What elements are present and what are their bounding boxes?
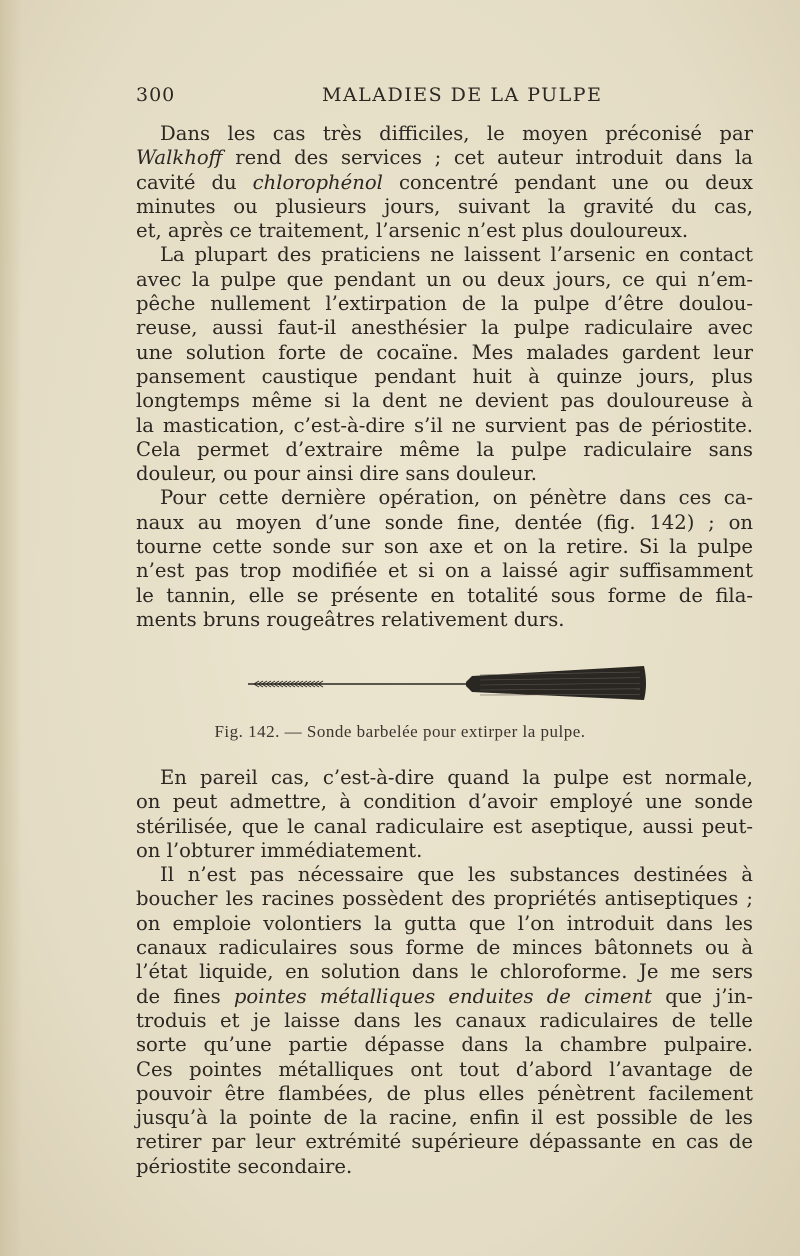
text-line: longtemps même si la dent ne devient pas douloureuse à <box>136 389 753 413</box>
text-line: stérilisée, que le canal radiculaire est aseptique, aussi peut- <box>136 814 753 838</box>
text-line: Walkhoff rend des services ; cet auteur introduit dans la <box>136 146 753 170</box>
text-line: naux au moyen d’une sonde fine, dentée (fig. 142) ; on <box>136 510 753 534</box>
text-block-lower <box>136 766 753 1179</box>
text-line: périostite secondaire. <box>136 1154 353 1178</box>
text-line: tourne cette sonde sur son axe et on la retire. Si la pulpe <box>136 535 753 559</box>
barbed-probe-illustration <box>240 656 650 706</box>
text-line: de fines pointes métalliques enduites de ciment que j’in- <box>136 984 753 1008</box>
text-line: sorte qu’une partie dépasse dans la chambre pulpaire. <box>136 1033 753 1057</box>
text-line: Pour cette dernière opération, on pénètre dans ces ca- <box>160 486 753 510</box>
text-line: on peut admettre, à condition d’avoir employé une sonde <box>136 790 753 814</box>
text-line: et, après ce traitement, l’arsenic n’est plus douloureux. <box>136 219 689 243</box>
text-line: le tannin, elle se présente en totalité sous forme de fila- <box>136 583 753 607</box>
text-line: l’état liquide, en solution dans le chloroforme. Je me sers <box>136 960 753 984</box>
figure-142 <box>240 656 650 706</box>
text-line: boucher les racines possèdent des propriétés antiseptiques ; <box>136 887 753 911</box>
text-line: Dans les cas très difficiles, le moyen préconisé par <box>160 122 753 145</box>
text-line: pouvoir être flambées, de plus elles pénètrent facilement <box>136 1081 753 1105</box>
text-line: une solution forte de cocaïne. Mes malades gardent leur <box>136 340 753 364</box>
page-number: 300 <box>136 84 176 106</box>
text-line: minutes ou plusieurs jours, suivant la gravité du cas, <box>136 194 753 218</box>
text-line: La plupart des praticiens ne laissent l’arsenic en contact <box>160 243 753 267</box>
text-line: la mastication, c’est-à-dire s’il ne survient pas de périostite. <box>136 413 753 437</box>
text-line: reuse, aussi faut-il anesthésier la pulpe radiculaire avec <box>136 316 753 340</box>
text-line: En pareil cas, c’est-à-dire quand la pulpe est normale, <box>160 766 753 789</box>
text-block-upper <box>136 122 753 632</box>
text-line: on emploie volontiers la gutta que l’on introduit dans les <box>136 911 753 935</box>
text-line: pansement caustique pendant huit à quinze jours, plus <box>136 364 753 388</box>
text-line: ments bruns rougeâtres relativement durs. <box>136 607 565 631</box>
figure-caption: Fig. 142. — Sonde barbelée pour extirper la pulpe. <box>214 722 586 741</box>
text-line: Il n’est pas nécessaire que les substances destinées à <box>160 863 753 887</box>
running-header <box>136 84 752 114</box>
text-line: cavité du chlorophénol concentré pendant une ou deux <box>136 170 753 194</box>
probe-collar <box>466 676 472 692</box>
text-line: pêche nullement l’extirpation de la pulpe d’être doulou- <box>136 292 753 316</box>
running-title: MALADIES DE LA PULPE <box>322 84 603 106</box>
text-line: on l’obturer immédiatement. <box>136 838 423 862</box>
text-line: douleur, ou pour ainsi dire sans douleur. <box>136 462 537 486</box>
text-line: canaux radiculaires sous forme de minces bâtonnets ou à <box>136 936 753 960</box>
text-line: avec la pulpe que pendant un ou deux jours, ce qui n’em- <box>136 267 753 291</box>
text-line: n’est pas trop modifiée et si on a laissé agir suffisamment <box>136 559 753 583</box>
text-line: retirer par leur extrémité supérieure dépassante en cas de <box>136 1130 753 1154</box>
text-line: jusqu’à la pointe de la racine, enfin il est possible de les <box>136 1106 753 1130</box>
text-line: Ces pointes métalliques ont tout d’abord l’avantage de <box>136 1057 753 1081</box>
text-line: troduis et je laisse dans les canaux radiculaires de telle <box>136 1008 753 1032</box>
text-line: Cela permet d’extraire même la pulpe radiculaire sans <box>136 437 753 461</box>
